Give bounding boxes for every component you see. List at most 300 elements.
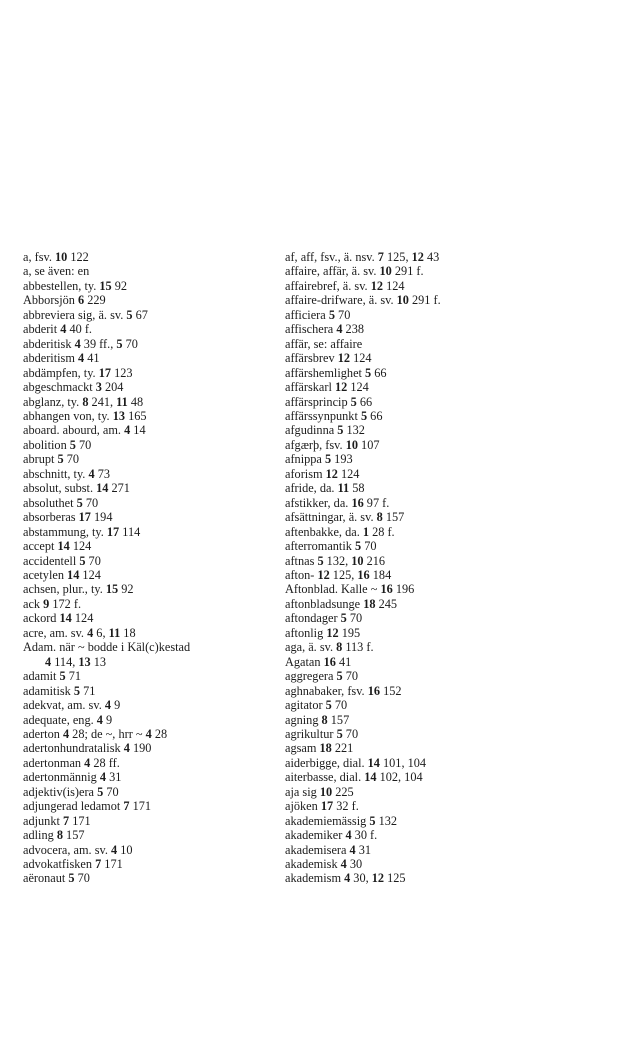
index-entry	[285, 510, 525, 524]
volume-number: 12	[334, 380, 348, 395]
entry-text: affairebref, ä. sv.	[285, 278, 371, 293]
volume-number: 10	[319, 784, 333, 799]
index-entry	[285, 857, 525, 871]
volume-number: 5	[336, 669, 343, 684]
entry-text: aiterbasse, dial.	[285, 770, 365, 785]
entry-text: absolut, subst.	[23, 481, 97, 496]
entry-text: abbreviera sig, ä. sv.	[23, 307, 127, 322]
volume-number: 4	[96, 712, 103, 727]
entry-text: 204	[101, 380, 124, 395]
volume-number: 9	[43, 596, 50, 611]
entry-text: a, fsv.	[23, 250, 55, 264]
index-entry	[23, 871, 273, 885]
volume-number: 15	[99, 278, 112, 293]
index-entry	[23, 438, 273, 452]
entry-text: 165	[125, 408, 147, 423]
entry-text: afnippa	[285, 452, 325, 467]
index-entry	[285, 308, 525, 322]
entry-text: 238	[342, 322, 365, 337]
entry-text: 10	[117, 842, 133, 857]
entry-text: abdämpfen, ty.	[23, 365, 99, 380]
entry-text: 48	[127, 394, 144, 409]
volume-number: 5	[369, 813, 376, 828]
volume-number: 16	[367, 683, 381, 698]
volume-number: 14	[57, 539, 70, 554]
entry-text: 92	[111, 278, 128, 293]
index-entry	[23, 366, 273, 380]
entry-text: 229	[84, 293, 106, 308]
entry-text: 43	[423, 250, 440, 264]
entry-text: 70	[346, 611, 363, 626]
index-entry	[285, 539, 525, 553]
entry-text: 40 f.	[66, 322, 92, 337]
entry-text: 157	[62, 828, 85, 843]
entry-text: aghnabaker, fsv.	[285, 683, 368, 698]
entry-text: 157	[327, 712, 350, 727]
entry-text: 171	[101, 857, 123, 872]
entry-text: agning	[285, 712, 322, 727]
volume-number: 12	[370, 278, 383, 293]
volume-number: 5	[73, 683, 81, 698]
entry-text: aëronaut	[23, 871, 69, 886]
index-entry	[23, 785, 273, 799]
index-entry	[23, 640, 273, 654]
index-entry	[23, 467, 273, 481]
entry-text: 41	[335, 654, 352, 669]
entry-text: 70	[75, 437, 92, 452]
entry-text: 190	[129, 741, 152, 756]
entry-text: affärsprincip	[285, 394, 351, 409]
volume-number: 12	[317, 567, 330, 582]
entry-text: affaire-drifware, ä. sv.	[285, 293, 397, 308]
entry-text: afton-	[285, 567, 318, 582]
entry-text: akademisk	[285, 857, 341, 872]
entry-text: 92	[118, 582, 134, 597]
volume-number: 5	[355, 539, 362, 554]
entry-text: 66	[371, 365, 387, 380]
entry-text: 31	[355, 842, 372, 857]
index-entry	[285, 423, 525, 437]
entry-text: adertonhundratalisk	[23, 741, 124, 756]
index-entry	[285, 568, 525, 582]
entry-text: achsen, plur., ty.	[23, 582, 106, 597]
entry-text: adertonman	[23, 755, 85, 770]
entry-text: 70	[103, 784, 119, 799]
entry-text: 125	[384, 871, 406, 886]
index-entry	[285, 264, 525, 278]
index-entry	[285, 554, 525, 568]
index-entry	[285, 582, 525, 596]
volume-number: 4	[74, 336, 81, 351]
volume-number: 7	[62, 813, 70, 828]
volume-number: 17	[320, 799, 334, 814]
entry-text: agitator	[285, 698, 326, 713]
entry-text: a, se även: en	[23, 264, 90, 279]
index-entry	[285, 741, 525, 755]
volume-number: 4	[349, 842, 356, 857]
entry-text: 124	[337, 466, 360, 481]
index-entry	[285, 597, 525, 611]
entry-text: 124	[69, 539, 92, 554]
entry-text: 124	[79, 567, 101, 582]
volume-number: 17	[98, 365, 111, 380]
volume-number: 13	[78, 654, 91, 669]
index-entry	[285, 481, 525, 495]
entry-text: 30	[346, 857, 363, 872]
entry-text: 6,	[93, 625, 109, 640]
volume-number: 6	[78, 293, 85, 308]
entry-text: 70	[122, 336, 138, 351]
entry-text: aderton	[23, 726, 63, 741]
volume-number: 5	[116, 336, 123, 351]
volume-number: 5	[336, 726, 343, 741]
volume-number: 5	[350, 394, 357, 409]
index-entry	[285, 756, 525, 770]
entry-text: abderit	[23, 322, 61, 337]
volume-number: 5	[337, 423, 344, 438]
entry-text: akademisera	[285, 842, 350, 857]
entry-text: aftonbladsunge	[285, 596, 364, 611]
entry-text: aftenbakke, da.	[285, 524, 363, 539]
volume-number: 4	[124, 423, 131, 438]
entry-text: 194	[90, 510, 113, 525]
index-entry	[23, 351, 273, 365]
entry-text: 70	[82, 495, 99, 510]
entry-text: aggregera	[285, 669, 337, 684]
index-entry	[285, 366, 525, 380]
entry-text: 70	[63, 452, 80, 467]
volume-number: 5	[68, 871, 75, 886]
entry-text: Adam. när ~ bodde i Käl(c)kestad	[23, 640, 191, 655]
volume-number: 16	[357, 567, 370, 582]
volume-number: 10	[351, 553, 364, 568]
volume-number: 4	[62, 726, 70, 741]
entry-text: aftonlig	[285, 625, 327, 640]
entry-text: adjektiv(is)era	[23, 784, 98, 799]
index-entry	[285, 496, 525, 510]
index-entry	[23, 582, 273, 596]
index-entry	[23, 814, 273, 828]
entry-text: 70	[361, 539, 377, 554]
entry-text: accidentell	[23, 553, 80, 568]
entry-text: aja sig	[285, 784, 320, 799]
entry-text: 70	[85, 553, 101, 568]
volume-number: 5	[365, 365, 372, 380]
volume-number: 7	[95, 857, 102, 872]
entry-text: 39 ff.,	[80, 336, 117, 351]
entry-text: akademiker	[285, 828, 346, 843]
volume-number: 3	[95, 380, 102, 395]
entry-text: 28	[151, 726, 168, 741]
index-entry	[285, 467, 525, 481]
volume-number: 12	[337, 351, 350, 366]
volume-number: 4	[60, 322, 67, 337]
index-entry	[23, 380, 273, 394]
volume-number: 4	[104, 698, 111, 713]
entry-text: 241,	[88, 394, 117, 409]
index-entry	[285, 452, 525, 466]
volume-number: 16	[380, 582, 393, 597]
entry-text: Agatan	[285, 654, 324, 669]
index-entry	[285, 250, 525, 264]
index-column-right	[285, 250, 525, 886]
volume-number: 5	[97, 784, 104, 799]
index-entry	[23, 597, 273, 611]
index-entry	[23, 409, 273, 423]
entry-text: 28 ff.	[90, 755, 120, 770]
volume-number: 5	[57, 452, 64, 467]
entry-text: af, aff, fsv., ä. nsv.	[285, 250, 378, 264]
volume-number: 5	[69, 437, 76, 452]
volume-number: 14	[67, 567, 80, 582]
entry-text: 28; de ~, hrr ~	[69, 726, 146, 741]
volume-number: 4	[123, 741, 130, 756]
index-entry	[23, 698, 273, 712]
index-entry	[285, 525, 525, 539]
entry-text: 195	[338, 625, 361, 640]
volume-number: 5	[59, 669, 66, 684]
index-entry	[285, 713, 525, 727]
index-entry	[285, 626, 525, 640]
index-entry	[285, 351, 525, 365]
entry-text: 114,	[51, 654, 79, 669]
entry-text: 123	[111, 365, 133, 380]
entry-text: 124	[347, 380, 369, 395]
entry-text: 221	[331, 741, 354, 756]
entry-text: 125,	[329, 567, 358, 582]
entry-text: 30 f.	[351, 828, 378, 843]
entry-text: abstammung, ty.	[23, 524, 107, 539]
volume-number: 15	[105, 582, 119, 597]
index-entry	[285, 727, 525, 741]
index-entry	[23, 684, 273, 698]
index-entry	[23, 423, 273, 437]
entry-text: 125,	[383, 250, 412, 264]
entry-text: agrikultur	[285, 726, 337, 741]
entry-text: 225	[332, 784, 354, 799]
entry-text: 216	[363, 553, 386, 568]
entry-text: 70	[342, 726, 359, 741]
entry-text: 196	[392, 582, 415, 597]
index-entry	[23, 496, 273, 510]
entry-text: ajöken	[285, 799, 321, 814]
entry-text: 67	[132, 307, 148, 322]
entry-text: 70	[334, 307, 351, 322]
volume-number: 4	[345, 828, 352, 843]
index-entry	[285, 655, 525, 669]
index-entry	[285, 828, 525, 842]
volume-number: 5	[340, 611, 347, 626]
volume-number: 4	[340, 857, 347, 872]
volume-number: 5	[79, 553, 86, 568]
volume-number: 11	[108, 625, 121, 640]
entry-text: accept	[23, 539, 58, 554]
entry-text: afride, da.	[285, 481, 338, 496]
entry-text: 245	[375, 596, 398, 611]
volume-number: 4	[84, 755, 91, 770]
volume-number: 10	[345, 437, 358, 452]
entry-text: 32 f.	[333, 799, 359, 814]
volume-number: 7	[377, 250, 384, 264]
volume-number: 5	[360, 408, 368, 423]
index-entry	[23, 828, 273, 842]
index-entry	[23, 799, 273, 813]
index-entry	[23, 626, 273, 640]
index-entry	[23, 337, 273, 351]
entry-text: 9	[102, 712, 113, 727]
entry-text: advokatfisken	[23, 857, 96, 872]
entry-text: affärskarl	[285, 380, 335, 395]
volume-number: 10	[379, 264, 392, 279]
entry-text: 66	[367, 408, 383, 423]
entry-text: abbestellen, ty.	[23, 278, 100, 293]
volume-number: 8	[376, 510, 383, 525]
index-entry	[285, 293, 525, 307]
volume-number: 14	[96, 481, 109, 496]
index-entry	[23, 756, 273, 770]
entry-text: afsättningar, ä. sv.	[285, 510, 377, 525]
entry-text: abrupt	[23, 452, 58, 467]
entry-text: 70	[342, 669, 359, 684]
entry-text: afstikker, da.	[285, 495, 352, 510]
entry-text: afficiera	[285, 307, 329, 322]
entry-text: 66	[356, 394, 373, 409]
entry-text: afgærþ, fsv.	[285, 437, 346, 452]
volume-number: 4	[344, 871, 351, 886]
volume-number: 17	[106, 524, 120, 539]
volume-number: 12	[326, 625, 339, 640]
volume-number: 4	[99, 770, 106, 785]
volume-number: 5	[325, 698, 332, 713]
entry-text: 157	[382, 510, 405, 525]
entry-text: 113 f.	[342, 640, 374, 655]
volume-number: 8	[56, 828, 63, 843]
entry-text: afterromantik	[285, 539, 355, 554]
volume-number: 5	[76, 495, 83, 510]
volume-number: 4	[110, 842, 118, 857]
entry-text: acetylen	[23, 567, 68, 582]
entry-text: aga, ä. sv.	[285, 640, 337, 655]
index-entry	[285, 785, 525, 799]
volume-number: 10	[55, 250, 68, 264]
entry-text: 70	[331, 698, 348, 713]
volume-number: 11	[337, 481, 350, 496]
volume-number: 16	[351, 495, 364, 510]
index-entry	[285, 380, 525, 394]
entry-text: 184	[369, 567, 392, 582]
entry-text: ack	[23, 596, 44, 611]
entry-text: affär, se: affaire	[285, 336, 363, 351]
volume-number: 1	[362, 524, 369, 539]
index-entry	[23, 264, 273, 278]
volume-number: 5	[126, 307, 133, 322]
entry-text: 132	[343, 423, 365, 438]
entry-text: 124	[71, 611, 94, 626]
entry-text: affaire, affär, ä. sv.	[285, 264, 380, 279]
entry-text: 41	[84, 351, 100, 366]
index-entry	[23, 770, 273, 784]
entry-text: 31	[106, 770, 122, 785]
entry-text: adamitisk	[23, 683, 74, 698]
entry-text: affärssynpunkt	[285, 408, 361, 423]
entry-text: 73	[94, 466, 110, 481]
entry-text: 171	[69, 813, 91, 828]
entry-text: affärsbrev	[285, 351, 338, 366]
index-entry	[285, 871, 525, 885]
entry-text: 122	[67, 250, 89, 264]
index-entry	[285, 698, 525, 712]
index-entry	[23, 611, 273, 625]
entry-text: 152	[380, 683, 402, 698]
entry-text: afgudinna	[285, 423, 338, 438]
entry-text: abglanz, ty.	[23, 394, 83, 409]
index-entry	[23, 481, 273, 495]
entry-text: 172 f.	[49, 596, 82, 611]
index-entry	[285, 843, 525, 857]
index-entry	[23, 843, 273, 857]
index-entry	[23, 741, 273, 755]
volume-number: 5	[328, 307, 335, 322]
volume-number: 7	[123, 799, 130, 814]
entry-text: 124	[383, 278, 405, 293]
entry-text: ackord	[23, 611, 60, 626]
entry-text: advocera, am. sv.	[23, 842, 111, 857]
index-entry	[285, 611, 525, 625]
entry-text: adamit	[23, 669, 60, 684]
volume-number: 14	[367, 755, 380, 770]
entry-text: absoluthet	[23, 495, 77, 510]
volume-number: 4	[145, 726, 152, 741]
entry-text: 71	[65, 669, 82, 684]
entry-text: akademiemässig	[285, 813, 370, 828]
index-entry	[23, 525, 273, 539]
volume-number: 5	[324, 452, 332, 467]
entry-text: abschnitt, ty.	[23, 466, 89, 481]
entry-text: 58	[349, 481, 365, 496]
entry-text: aftnas	[285, 553, 318, 568]
index-entry	[23, 568, 273, 582]
index-entry	[285, 279, 525, 293]
volume-number: 4	[45, 654, 52, 669]
index-entry	[285, 669, 525, 683]
volume-number: 14	[364, 770, 377, 785]
index-entry	[23, 857, 273, 871]
entry-text: 101, 104	[379, 755, 427, 770]
entry-text: 107	[357, 437, 380, 452]
entry-text: 291 f.	[391, 264, 424, 279]
index-entry	[23, 322, 273, 336]
entry-text: 271	[108, 481, 130, 496]
index-entry	[285, 322, 525, 336]
volume-number: 12	[325, 466, 338, 481]
entry-text: 114	[119, 524, 141, 539]
volume-number: 18	[319, 741, 332, 756]
volume-number: 8	[321, 712, 328, 727]
volume-number: 5	[317, 553, 324, 568]
entry-text: abgeschmackt	[23, 380, 96, 395]
index-entry	[23, 452, 273, 466]
index-entry	[285, 395, 525, 409]
entry-text: adertonmännig	[23, 770, 100, 785]
entry-text: aboard. abourd, am.	[23, 423, 125, 438]
entry-text: absorberas	[23, 510, 79, 525]
volume-number: 12	[371, 871, 385, 886]
entry-text: adequate, eng.	[23, 712, 97, 727]
volume-number: 8	[336, 640, 343, 655]
entry-text: affischera	[285, 322, 337, 337]
index-entry	[23, 308, 273, 322]
entry-text: 9	[111, 698, 121, 713]
